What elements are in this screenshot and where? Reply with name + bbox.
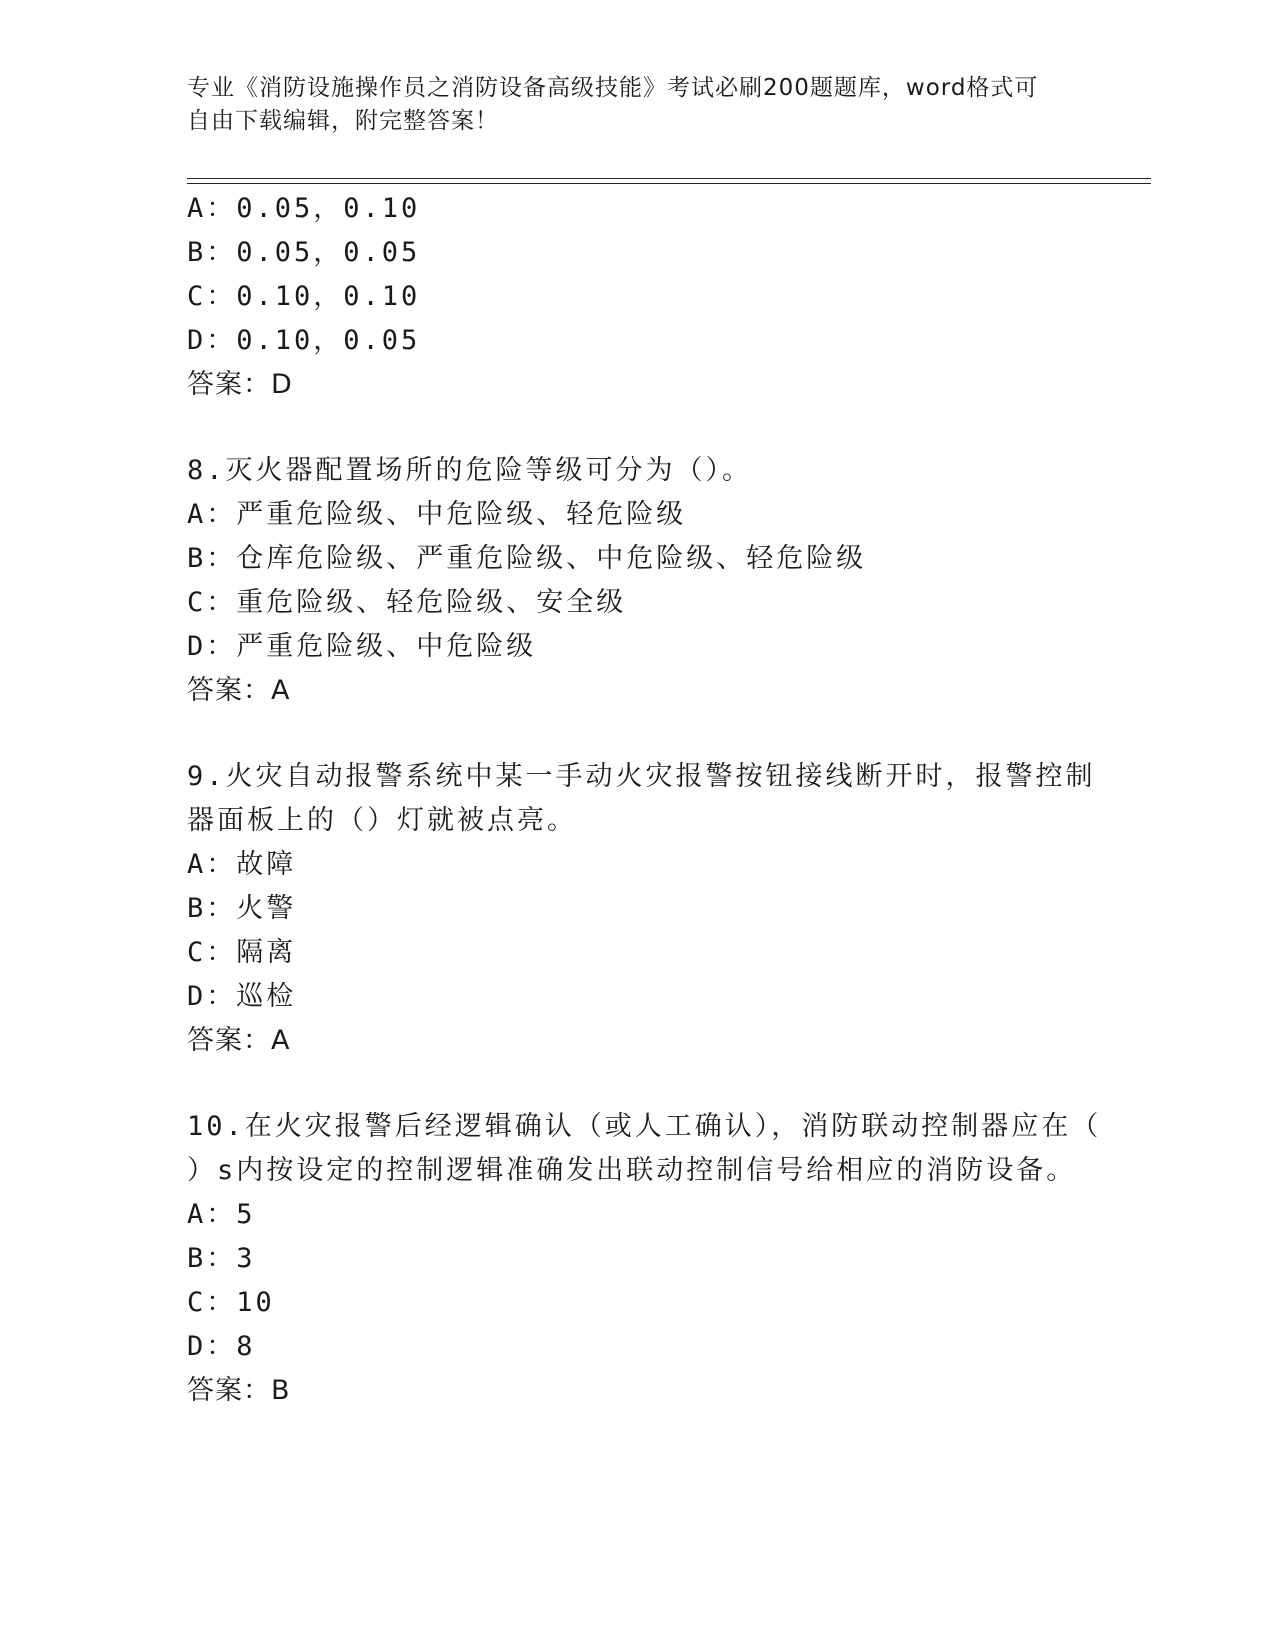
q9-option-d: D：巡检 (187, 981, 297, 1012)
q8-answer: 答案：A (187, 675, 291, 706)
q9-stem-line-1: 9.火灾自动报警系统中某一手动火灾报警按钮接线断开时，报警控制 (187, 761, 1096, 792)
q10-option-c: C：10 (187, 1287, 275, 1318)
q8-option-d: D：严重危险级、中危险级 (187, 631, 537, 662)
q10-stem-line-2: ）s内按设定的控制逻辑准确发出联动控制信号给相应的消防设备。 (187, 1155, 1077, 1186)
q10-answer: 答案：B (187, 1375, 291, 1406)
q9-stem-line-2: 器面板上的（）灯就被点亮。 (187, 805, 577, 836)
q7-option-b: B：0.05，0.05 (187, 237, 421, 268)
q9-option-a: A：故障 (187, 849, 297, 880)
q8-option-b: B：仓库危险级、严重危险级、中危险级、轻危险级 (187, 543, 867, 574)
header-line-2: 自由下载编辑，附完整答案！ (187, 108, 499, 134)
q7-option-a: A：0.05，0.10 (187, 193, 421, 224)
q7-option-c: C：0.10，0.10 (187, 281, 421, 312)
document-header (187, 72, 1067, 138)
q10-option-b: B：3 (187, 1243, 256, 1274)
header-line-1: 专业《消防设施操作员之消防设备高级技能》考试必刷200题题库，word格式可 (187, 75, 1039, 101)
q8-option-c: C：重危险级、轻危险级、安全级 (187, 587, 627, 618)
q7-option-d: D：0.10，0.05 (187, 325, 421, 356)
q9-option-c: C：隔离 (187, 937, 297, 968)
q10-option-a: A：5 (187, 1199, 256, 1230)
q8-stem: 8.灭火器配置场所的危险等级可分为（）。 (187, 455, 753, 486)
q10-stem-line-1: 10.在火灾报警后经逻辑确认（或人工确认），消防联动控制器应在（ (187, 1111, 1102, 1142)
q10-option-d: D：8 (187, 1331, 256, 1362)
header-divider-top (187, 178, 1151, 179)
q8-option-a: A：严重危险级、中危险级、轻危险级 (187, 499, 687, 530)
q7-answer: 答案：D (187, 369, 293, 400)
q9-option-b: B：火警 (187, 893, 297, 924)
q9-answer: 答案：A (187, 1025, 291, 1056)
header-divider-bottom (187, 183, 1151, 184)
